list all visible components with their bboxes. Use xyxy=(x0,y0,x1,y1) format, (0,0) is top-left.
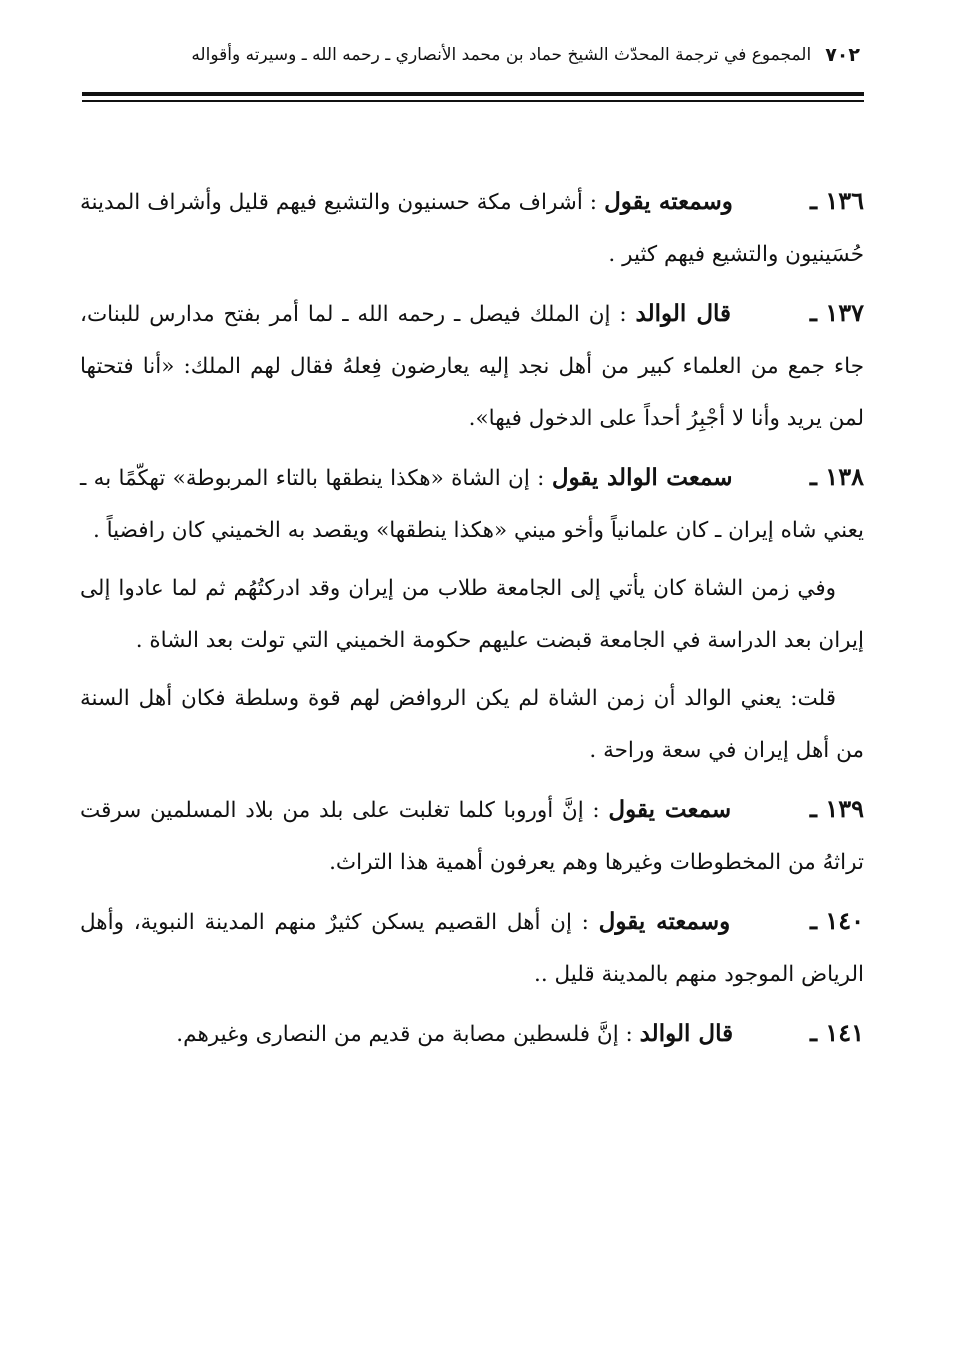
entry-speaker: سمعت يقول xyxy=(608,796,732,823)
paragraph-shah-era: وفي زمن الشاة كان يأتي إلى الجامعة طلاب من إيران وقد ادركتُهُم ثم لما عادوا إلى إيران بعد الدراسة في الجامعة قبضت عليهم حكومة الخميني التي تولت بعد الشاة . xyxy=(80,576,864,653)
entry-text: : إن أهل القصيم يسكن كثيرٌ منهم المدينة النبوية، وأهل الرياض الموجود منهم بالمدينة قليل .. xyxy=(80,910,864,987)
entry-136 xyxy=(80,175,864,281)
body-text xyxy=(80,175,864,1067)
entry-speaker: وسمعته يقول xyxy=(604,188,733,215)
entry-number: ١٣٨ ـ xyxy=(809,462,864,491)
entry-number: ١٤٠ ـ xyxy=(809,906,865,935)
entry-number: ١٣٦ ـ xyxy=(809,186,864,215)
paragraph-comment: قلت: يعني الوالد أن زمن الشاة لم يكن الروافض لهم قوة وسلطة فكان أهل السنة من أهل إيران في سعة وراحة . xyxy=(80,686,864,763)
entry-text: : إن الشاة «هكذا ينطقها بالتاء المربوطة» تهكّمًا به ـ يعني شاه إيران ـ كان علمانياً وأخو ميني «هكذا ينطقها» ويقصد به الخميني كان رافضياً . xyxy=(80,466,864,543)
entry-text: : إنَّ فلسطين مصابة من قديم من النصارى وغيرهم. xyxy=(176,1022,633,1047)
entry-speaker: سمعت الوالد يقول xyxy=(551,464,733,491)
entry-141 xyxy=(80,1007,864,1061)
entry-text: : إن الملك فيصل ـ رحمه الله ـ لما أمر بفتح مدارس للبنات، جاء جمع من العلماء كبير من أهل نجد إليه يعارضون فِعلهُ فقال لهم الملك: «أنا فتحتها لمن يريد وأنا لا أجْبِرُ أحداً على الدخول فيها». xyxy=(80,302,864,431)
entry-139 xyxy=(80,783,864,889)
entry-138 xyxy=(80,451,864,557)
entry-137 xyxy=(80,287,864,445)
entry-speaker: قال الوالد xyxy=(635,300,732,327)
entry-speaker: وسمعته يقول xyxy=(598,908,731,935)
entry-number: ١٣٧ ـ xyxy=(809,298,864,327)
entry-number: ١٤١ ـ xyxy=(809,1018,864,1047)
header-rule-thick xyxy=(82,92,864,96)
header-rule-thin xyxy=(82,100,864,102)
entry-140 xyxy=(80,895,864,1001)
entry-number: ١٣٩ ـ xyxy=(809,794,864,823)
entry-text: : أشراف مكة حسنيون والتشيع فيهم قليل وأشراف المدينة حُسَينيون والتشيع فيهم كثير . xyxy=(80,190,864,267)
entry-speaker: قال الوالد xyxy=(639,1020,734,1047)
running-header xyxy=(160,44,860,66)
page-number: ٧٠٢ xyxy=(825,44,860,66)
entry-text: : إنَّ أوروبا كلما تغلبت على بلد من بلاد المسلمين سرقت تراثهُ من المخطوطات وغيرها وهم يعرفون أهمية هذا التراث. xyxy=(80,798,864,875)
running-title: المجموع في ترجمة المحدّث الشيخ حماد بن محمد الأنصاري ـ رحمه الله ـ وسيرته وأقواله xyxy=(191,45,812,65)
